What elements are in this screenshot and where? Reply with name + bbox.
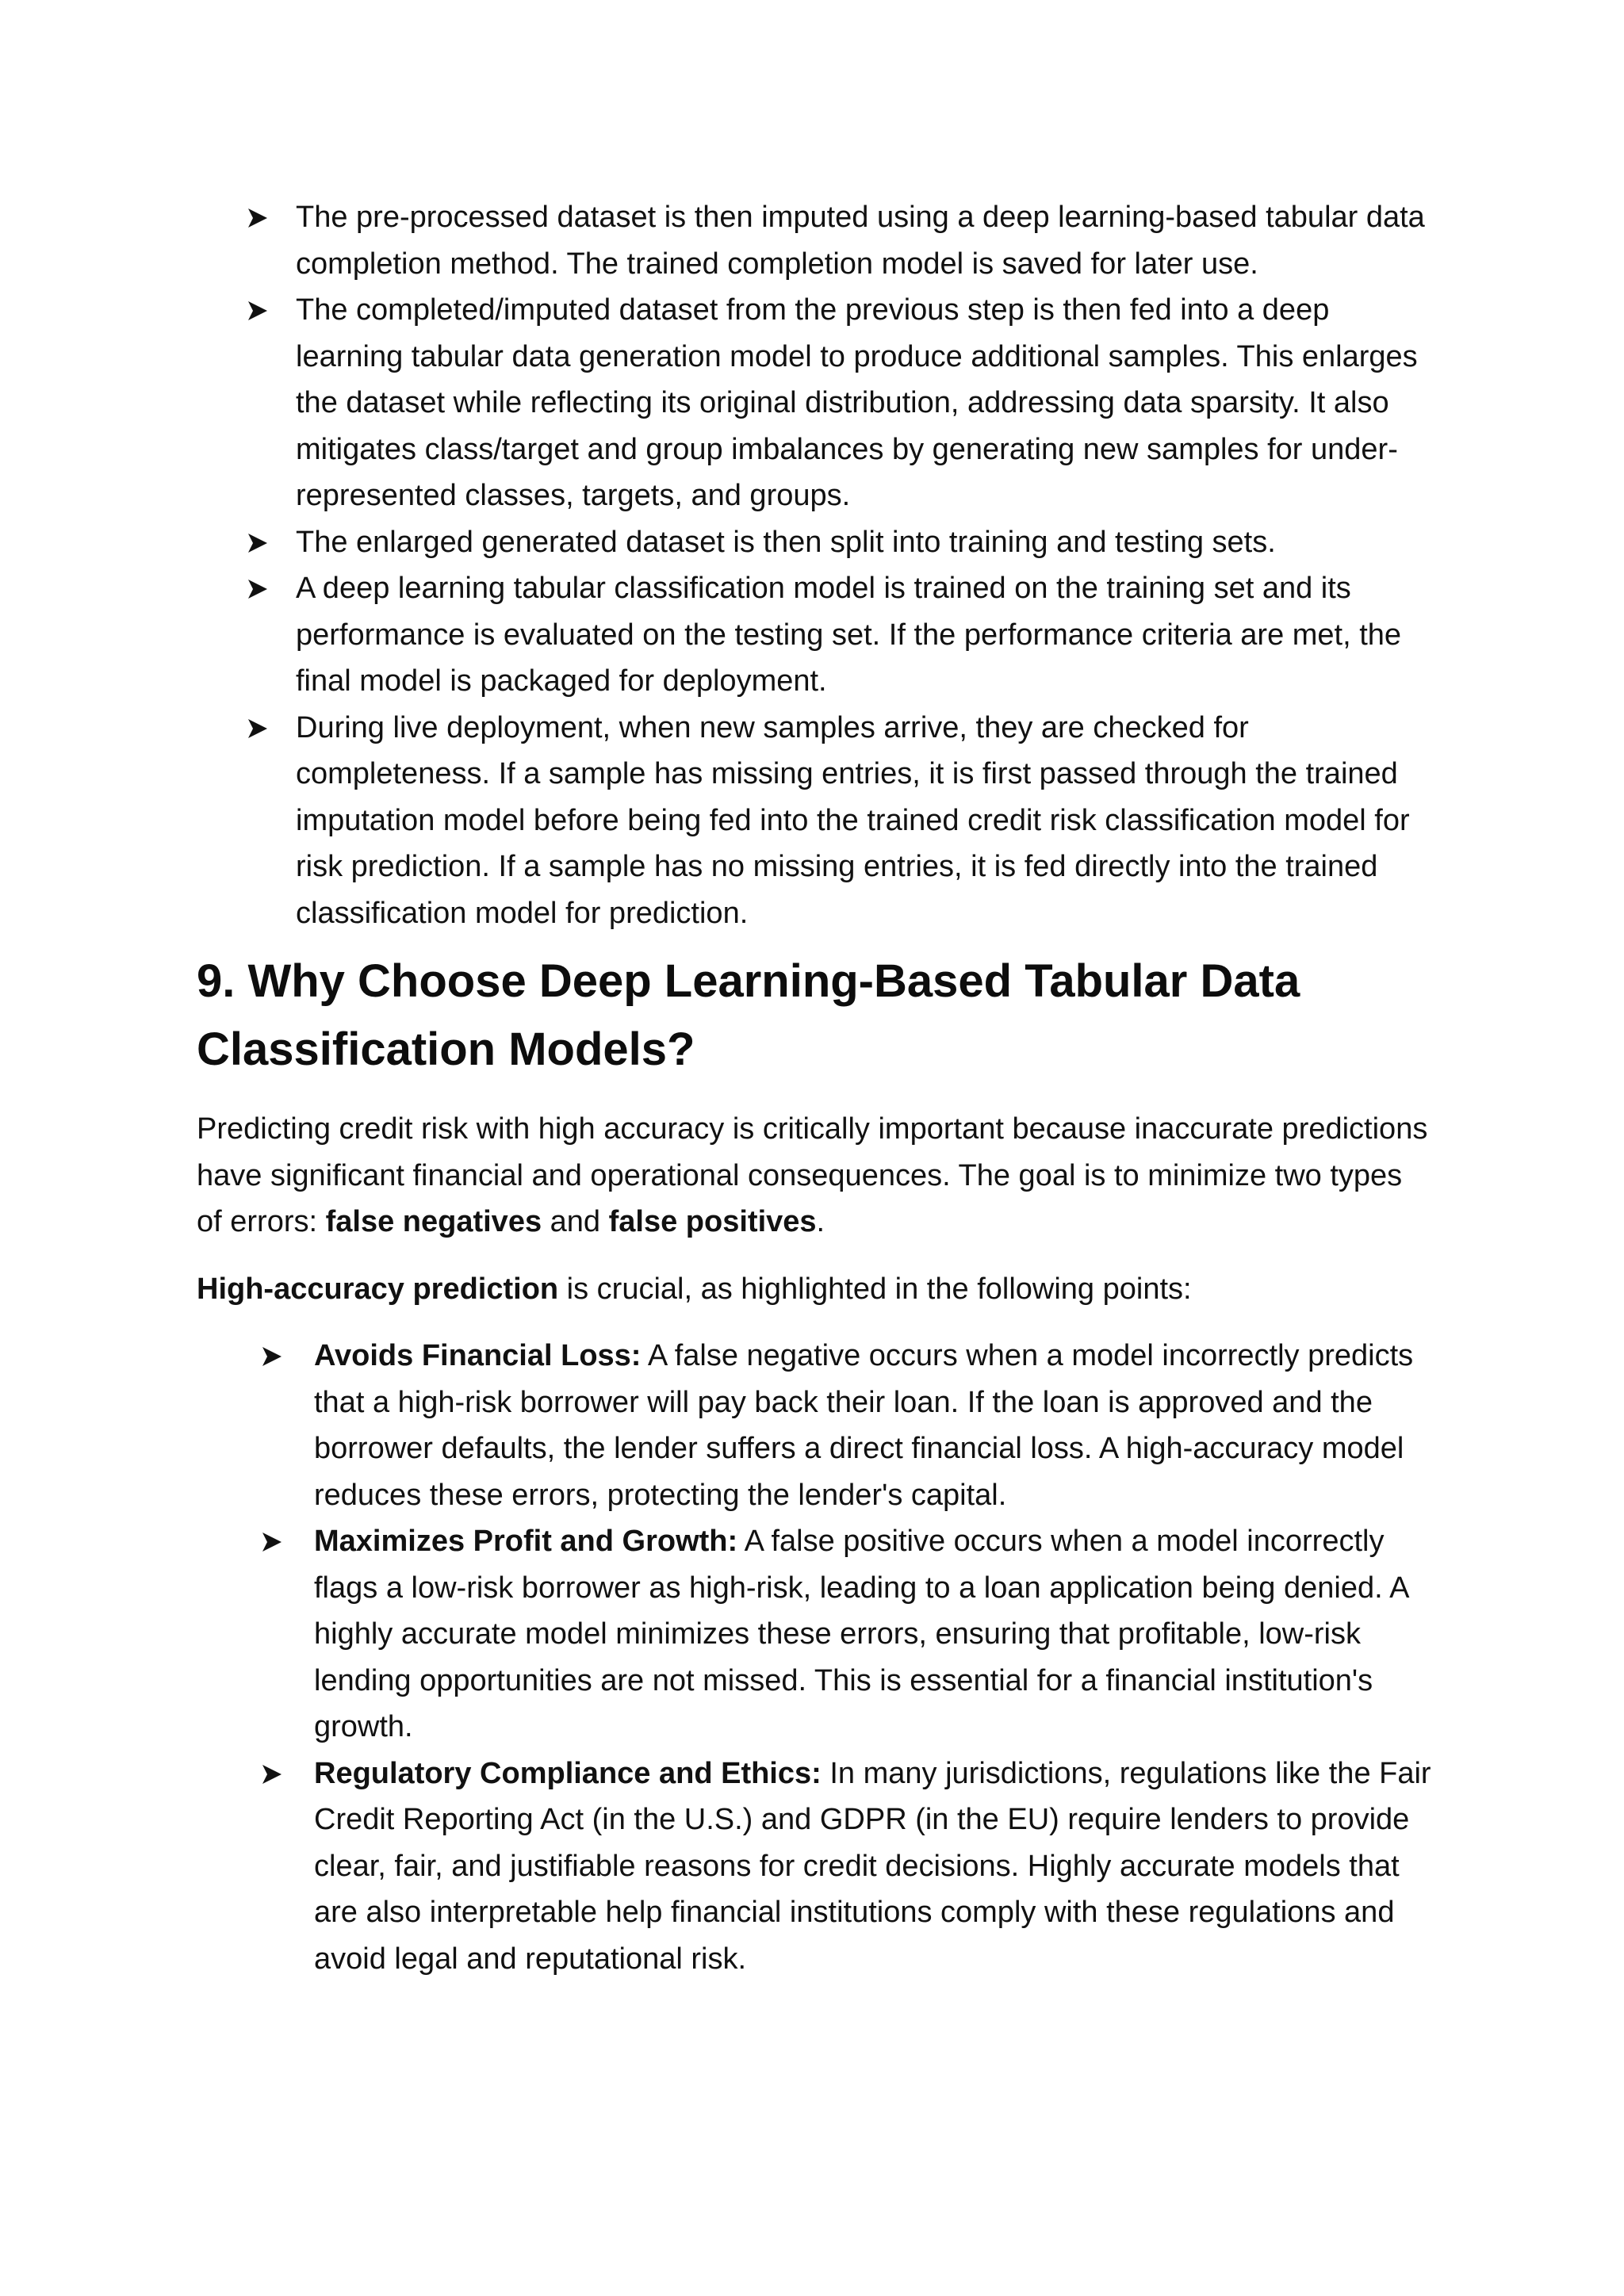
list-item-text: The pre-processed dataset is then imputed using a deep learning-based tabular data completion method. The trained completion model is saved for later use. — [296, 201, 1425, 281]
document-page — [197, 194, 1434, 1982]
list-item-text: The enlarged generated dataset is then split into training and testing sets. — [296, 525, 1276, 559]
list-item — [197, 194, 1434, 287]
high-accuracy-term: High-accuracy prediction — [197, 1272, 559, 1306]
list-item-text: The completed/imputed dataset from the previous step is then fed into a deep learning tabular data generation model to produce additional samples. This enlarges the dataset while reflecting its original distribution, addressing data sparsity. It also mitigates class/target and group imbalances by generating new samples for under-represented classes, targets, and groups. — [296, 293, 1418, 512]
intro-bold-term: false positives — [608, 1205, 817, 1238]
list-item-title: Avoids Financial Loss: — [314, 1339, 642, 1372]
list-item-text: A deep learning tabular classification model is trained on the training set and its performance is evaluated on the testing set. If the performance criteria are met, the final model is packaged for deployment. — [296, 572, 1402, 698]
list-item — [197, 565, 1434, 705]
list-item — [197, 1333, 1434, 1518]
arrow-bullet-icon — [247, 208, 268, 228]
intro-bold-term: false negatives — [325, 1205, 542, 1238]
arrow-bullet-icon — [262, 1764, 282, 1785]
list-item-title: Regulatory Compliance and Ethics: — [314, 1756, 822, 1790]
intro-paragraph — [197, 1106, 1434, 1246]
arrow-bullet-icon — [262, 1532, 282, 1552]
list-item-text: During live deployment, when new samples arrive, they are checked for completeness. If a sample has missing entries, it is first passed through the trained imputation model before being fed into the trained credit risk classification model for risk prediction. If a sample has no missing entries, it is fed directly into the trained classification model for prediction. — [296, 710, 1410, 930]
benefits-list — [197, 1333, 1434, 1982]
list-item — [197, 287, 1434, 519]
intro-text: and — [542, 1205, 609, 1238]
section-heading: 9. Why Choose Deep Learning-Based Tabular Data Classification Models? — [197, 955, 1300, 1075]
list-item-title: Maximizes Profit and Growth: — [314, 1525, 738, 1558]
list-item — [197, 1518, 1434, 1751]
list-item — [197, 705, 1434, 937]
arrow-bullet-icon — [247, 718, 268, 739]
arrow-bullet-icon — [262, 1346, 282, 1367]
list-item-text: A false negative occurs when a model incorrectly predicts that a high-risk borrower will pay back their loan. If the loan is approved and the borrower defaults, the lender suffers a direct financial loss. A high-accuracy model reduces these errors, protecting the lender's capital. — [314, 1339, 1414, 1512]
high-accuracy-text: is crucial, as highlighted in the following points: — [558, 1272, 1192, 1306]
list-item — [197, 1751, 1434, 1983]
arrow-bullet-icon — [247, 579, 268, 599]
intro-text: Predicting credit risk with high accuracy is critically important because inaccurate predictions have significant financial and operational consequences. The goal is to minimize two types of errors: — [197, 1112, 1428, 1238]
arrow-bullet-icon — [247, 300, 268, 321]
intro-text: . — [816, 1205, 825, 1238]
list-item — [197, 519, 1434, 566]
list-item-text: A false positive occurs when a model incorrectly flags a low-risk borrower as high-risk, leading to a loan application being denied. A highly accurate model minimizes these errors, ensuring that profitable, low-risk lending opportunities are not missed. This is essential for a financial institution's growth. — [314, 1525, 1408, 1743]
high-accuracy-paragraph — [197, 1266, 1434, 1313]
pipeline-steps-list — [197, 194, 1434, 936]
list-item-text: In many jurisdictions, regulations like the Fair Credit Reporting Act (in the U.S.) and GDPR (in the EU) require lenders to provide clear, fair, and justifiable reasons for credit decisions. Highly accurate models that are also interpretable help financial institutions comply with these regulations and avoid legal and reputational risk. — [314, 1756, 1431, 1976]
arrow-bullet-icon — [247, 533, 268, 553]
